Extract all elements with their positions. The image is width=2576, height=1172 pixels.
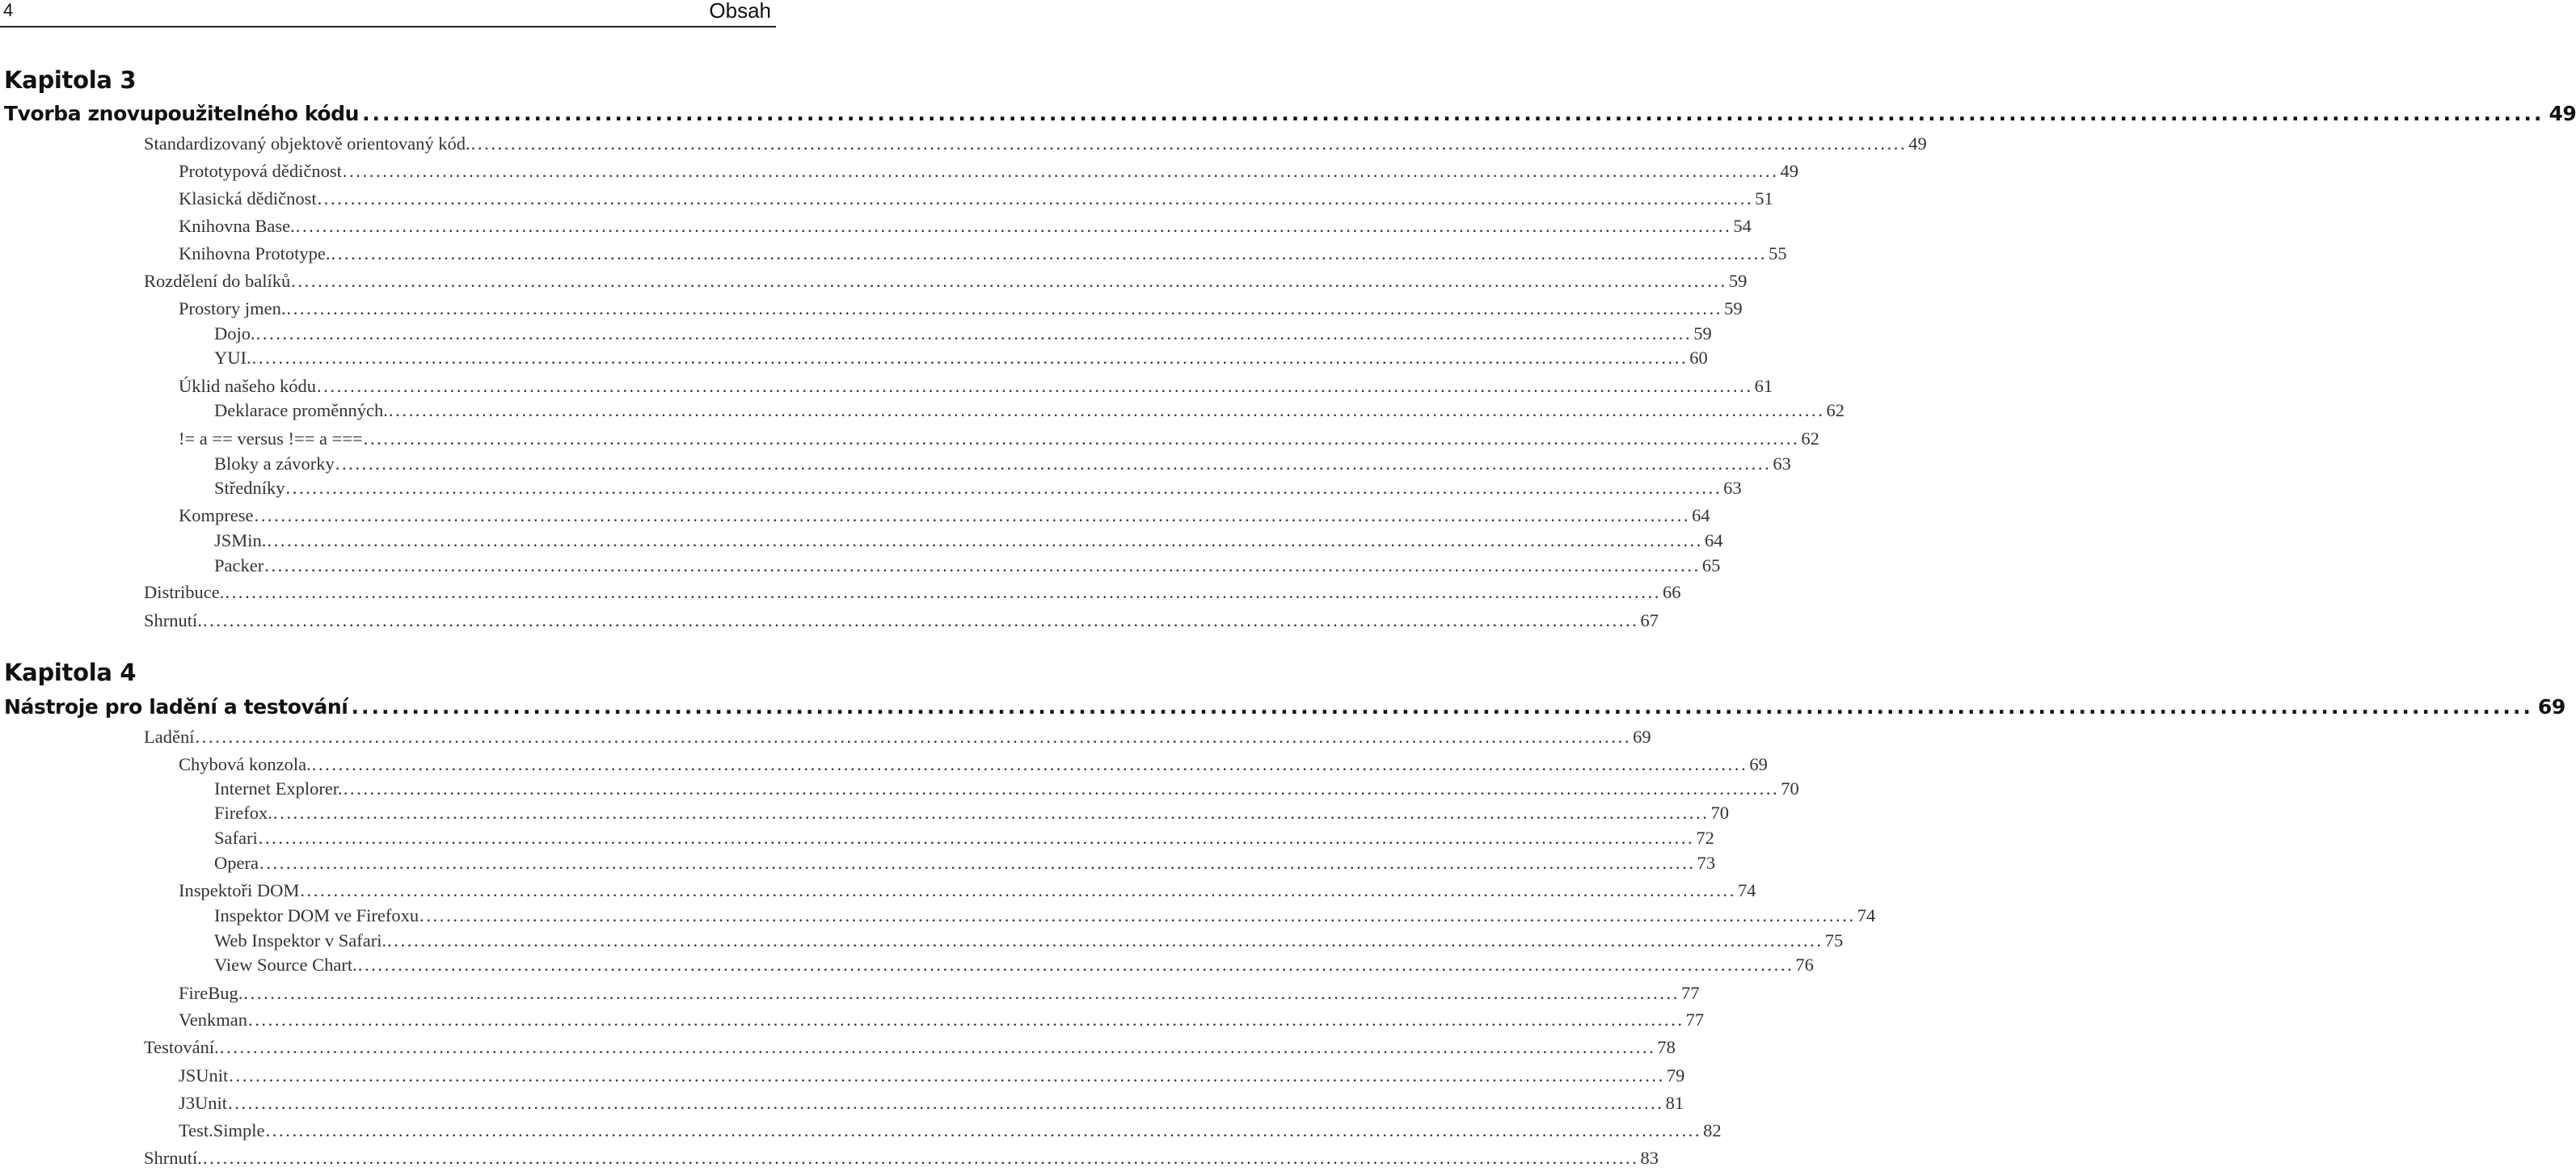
toc-entry[interactable] <box>214 803 1729 827</box>
chapter-title: Nástroje pro ladění a testování <box>4 695 348 719</box>
dot-leader: ........................................................................................................................................................................................................................ <box>387 930 1823 951</box>
toc-entry-title: JSUnit <box>179 1065 229 1086</box>
toc-entry[interactable] <box>144 1037 1676 1061</box>
toc-entry-title: Ladění <box>144 727 195 747</box>
toc-entry-title: Knihovna Prototype. <box>179 243 331 263</box>
toc-entry-page-number: 74 <box>1857 905 1876 925</box>
dot-leader: ........................................................................................................................................................................................................................ <box>286 298 1723 318</box>
toc-entry[interactable] <box>144 610 1659 634</box>
toc-entry-page-number: 72 <box>1696 828 1714 848</box>
toc-entry-page-number: 62 <box>1801 428 1819 449</box>
toc-entry-title: Internet Explorer. <box>214 778 343 799</box>
toc-entry-title: Packer <box>214 555 264 575</box>
dot-leader: ........................................................................................................................................................................................................................ <box>195 727 1632 747</box>
dot-leader: ........................................................................................................................................................................................................................ <box>311 754 1748 774</box>
dot-leader: ........................................................................................................................................................................................................................ <box>265 1120 1702 1140</box>
toc-entry-title: Komprese <box>179 505 254 525</box>
toc-entry-title: Safari <box>214 828 258 848</box>
dot-leader: ........................................................................................................................................................................................................................ <box>363 428 1800 449</box>
chapter-label: Kapitola 3 <box>4 66 137 94</box>
chapter-title-entry[interactable] <box>4 102 2576 125</box>
toc-entry-title: J3Unit <box>179 1093 228 1113</box>
toc-entry[interactable] <box>179 880 1756 904</box>
toc-entry[interactable] <box>214 478 1742 502</box>
dot-leader: ........................................................................................................................................................................................................................ <box>229 1065 1665 1086</box>
toc-entry[interactable] <box>214 905 1876 930</box>
dot-leader: ........................................................................................................................................................................................................................ <box>300 880 1736 900</box>
toc-entry[interactable] <box>214 323 1712 348</box>
toc-entry-page-number: 78 <box>1657 1037 1676 1057</box>
toc-entry-page-number: 49 <box>1908 133 1927 154</box>
toc-entry-page-number: 60 <box>1689 348 1708 368</box>
toc-entry-title: Knihovna Base. <box>179 216 295 236</box>
toc-entry-title: Shrnutí. <box>144 610 202 630</box>
toc-entry-title: Prostory jmen. <box>179 298 286 318</box>
toc-entry[interactable] <box>214 930 1844 955</box>
toc-entry-title: Rozdělení do balíků <box>144 271 291 291</box>
toc-entry[interactable] <box>214 348 1708 372</box>
toc-entry-title: Distribuce. <box>144 582 225 602</box>
dot-leader: ........................................................................................................................................................................................................................ <box>272 803 1710 823</box>
toc-entry-page-number: 55 <box>1769 243 1787 263</box>
toc-entry-page-number: 79 <box>1666 1065 1685 1086</box>
toc-entry-title: Bloky a závorky <box>214 453 335 474</box>
toc-entry-title: Firefox. <box>214 803 272 823</box>
toc-entry-page-number: 51 <box>1755 188 1773 209</box>
toc-entry[interactable] <box>214 555 1721 580</box>
toc-entry[interactable] <box>179 983 1700 1007</box>
dot-leader: ........................................................................................................................................................................................................................ <box>316 376 1753 396</box>
toc-entry[interactable] <box>144 582 1681 606</box>
toc-entry[interactable] <box>179 754 1768 778</box>
toc-entry[interactable] <box>214 853 1716 877</box>
dot-leader: ........................................................................................................................................................................................................................ <box>285 478 1722 498</box>
dot-leader: ........................................................................................................................................................................................................................ <box>388 400 1825 420</box>
dot-leader: ........................................................................................................................................................................................................................ <box>259 853 1696 873</box>
toc-entry-title: FireBug. <box>179 983 243 1003</box>
dot-leader: ........................................................................................................................................................................................................................ <box>331 243 1768 263</box>
toc-entry[interactable] <box>214 828 1714 852</box>
toc-entry[interactable] <box>179 1120 1722 1145</box>
toc-entry[interactable] <box>214 530 1723 554</box>
dot-leader: ........................................................................................................................................................................................................................ <box>228 1093 1664 1113</box>
toc-entry-page-number: 63 <box>1723 478 1742 498</box>
toc-entry-page-number: 81 <box>1665 1093 1684 1113</box>
page-number: 4 <box>3 0 14 20</box>
toc-entry-title: View Source Chart. <box>214 955 357 975</box>
dot-leader: ........................................................................................................................................................................................................................ <box>254 505 1691 525</box>
dot-leader: ........................................................................................................................................................................................................................ <box>219 1037 1656 1057</box>
chapter-title-entry[interactable] <box>4 695 2565 719</box>
toc-entry-title: Úklid našeho kódu <box>179 376 316 396</box>
dot-leader: ........................................................................................................................................................................................................................ <box>225 582 1661 602</box>
toc-entry-title: Prototypová dědičnost <box>179 161 342 181</box>
toc-entry-page-number: 65 <box>1701 555 1721 575</box>
toc-entry[interactable] <box>144 133 1927 158</box>
toc-entry-title: != a == versus !== a === <box>179 428 363 449</box>
toc-entry[interactable] <box>179 243 1787 268</box>
toc-entry[interactable] <box>179 376 1773 400</box>
dot-leader: ........................................................................................................................................................................................................................ <box>264 555 1701 575</box>
dot-leader: ........................................................................................................................................................................................................................ <box>295 216 1732 236</box>
dot-leader: ........................................................................................................................................................................................................................ <box>291 271 1727 291</box>
toc-entry-page-number: 83 <box>1640 1148 1659 1168</box>
toc-entry-page-number: 49 <box>1780 161 1798 181</box>
toc-entry-page-number: 70 <box>1781 778 1799 799</box>
toc-entry[interactable] <box>179 1010 1705 1034</box>
dot-leader: ........................................................................................................................................................................................................................ <box>342 161 1779 181</box>
toc-entry-title: Inspektor DOM ve Firefoxu <box>214 905 419 925</box>
toc-entry[interactable] <box>144 1148 1659 1172</box>
dot-leader: ........................................................................................................................................................................................................................ <box>202 610 1639 630</box>
dot-leader: ........................................................................................................................................................................................................................ <box>247 1010 1684 1030</box>
toc-entry-page-number: 82 <box>1703 1120 1722 1140</box>
toc-entry-title: Web Inspektor v Safari. <box>214 930 387 951</box>
dot-leader: ........................................................................................................................................................................................................................ <box>419 905 1856 925</box>
toc-entry-title: Standardizovaný objektově orientovaný kód. <box>144 133 470 154</box>
dot-leader: ........................................................................................................................................................................................................................ <box>335 453 1772 474</box>
toc-entry-page-number: 69 <box>1749 754 1768 774</box>
toc-entry-page-number: 69 <box>1633 727 1651 747</box>
toc-entry-title: Chybová konzola. <box>179 754 311 774</box>
dot-leader: ........................................................................................................................................................................................................................ <box>251 348 1689 368</box>
toc-entry-title: JSMin. <box>214 530 267 550</box>
dot-leader: ........................................................................................................................................................................................................................ <box>351 695 2533 719</box>
toc-entry-page-number: 54 <box>1733 216 1752 236</box>
page-header-title: Obsah <box>709 0 771 23</box>
toc-entry[interactable] <box>179 298 1743 323</box>
toc-entry-page-number: 66 <box>1662 582 1681 602</box>
toc-entry-page-number: 59 <box>1693 323 1712 344</box>
dot-leader: ........................................................................................................................................................................................................................ <box>317 188 1754 209</box>
toc-entry[interactable] <box>144 727 1651 751</box>
toc-entry-page-number: 59 <box>1728 271 1748 291</box>
dot-leader: ........................................................................................................................................................................................................................ <box>343 778 1780 799</box>
toc-entry-page-number: 73 <box>1697 853 1716 873</box>
toc-entry-title: Testování. <box>144 1037 219 1057</box>
toc-entry[interactable] <box>179 188 1773 213</box>
chapter-label: Kapitola 4 <box>4 659 137 686</box>
dot-leader: ........................................................................................................................................................................................................................ <box>470 133 1908 154</box>
chapter-page-number: 69 <box>2537 695 2565 719</box>
dot-leader: ........................................................................................................................................................................................................................ <box>362 102 2544 125</box>
chapter-page-number: 49 <box>2549 102 2576 125</box>
toc-entry[interactable] <box>179 216 1752 240</box>
toc-entry-title: Inspektoři DOM <box>179 880 300 900</box>
toc-entry-page-number: 77 <box>1681 983 1700 1003</box>
toc-entry-page-number: 63 <box>1773 453 1791 474</box>
toc-entry[interactable] <box>179 1093 1684 1117</box>
toc-entry-title: YUI. <box>214 348 251 368</box>
toc-entry-page-number: 77 <box>1685 1010 1705 1030</box>
toc-entry-title: Venkman <box>179 1010 247 1030</box>
toc-entry[interactable] <box>214 778 1799 803</box>
chapter-title: Tvorba znovupoužitelného kódu <box>4 102 360 125</box>
toc-entry-page-number: 64 <box>1692 505 1710 525</box>
toc-entry-page-number: 75 <box>1824 930 1844 951</box>
toc-entry-page-number: 67 <box>1640 610 1659 630</box>
toc-entry-title: Dojo. <box>214 323 255 344</box>
toc-entry[interactable] <box>179 1065 1685 1090</box>
toc-entry[interactable] <box>214 955 1814 979</box>
toc-entry-page-number: 74 <box>1737 880 1756 900</box>
toc-entry-title: Středníky <box>214 478 285 498</box>
toc-entry[interactable] <box>144 271 1748 295</box>
toc-entry-title: Opera <box>214 853 259 873</box>
toc-entry-page-number: 61 <box>1754 376 1773 396</box>
toc-entry[interactable] <box>214 453 1791 478</box>
toc-entry-page-number: 70 <box>1710 803 1729 823</box>
dot-leader: ........................................................................................................................................................................................................................ <box>202 1148 1639 1168</box>
toc-entry-page-number: 62 <box>1826 400 1845 420</box>
toc-entry[interactable] <box>179 428 1819 453</box>
toc-entry-page-number: 59 <box>1724 298 1743 318</box>
toc-entry[interactable] <box>179 505 1710 529</box>
dot-leader: ........................................................................................................................................................................................................................ <box>243 983 1680 1003</box>
toc-entry-page-number: 76 <box>1795 955 1814 975</box>
header-rule <box>0 26 776 27</box>
dot-leader: ........................................................................................................................................................................................................................ <box>267 530 1704 550</box>
toc-entry-title: Deklarace proměnných. <box>214 400 388 420</box>
toc-entry-title: Klasická dědičnost <box>179 188 317 209</box>
toc-entry-title: Test.Simple <box>179 1120 265 1140</box>
dot-leader: ........................................................................................................................................................................................................................ <box>255 323 1693 344</box>
dot-leader: ........................................................................................................................................................................................................................ <box>357 955 1794 975</box>
toc-entry-page-number: 64 <box>1705 530 1723 550</box>
toc-entry[interactable] <box>179 161 1798 185</box>
toc-entry-title: Shrnutí. <box>144 1148 202 1168</box>
dot-leader: ........................................................................................................................................................................................................................ <box>258 828 1695 848</box>
toc-entry[interactable] <box>214 400 1845 424</box>
